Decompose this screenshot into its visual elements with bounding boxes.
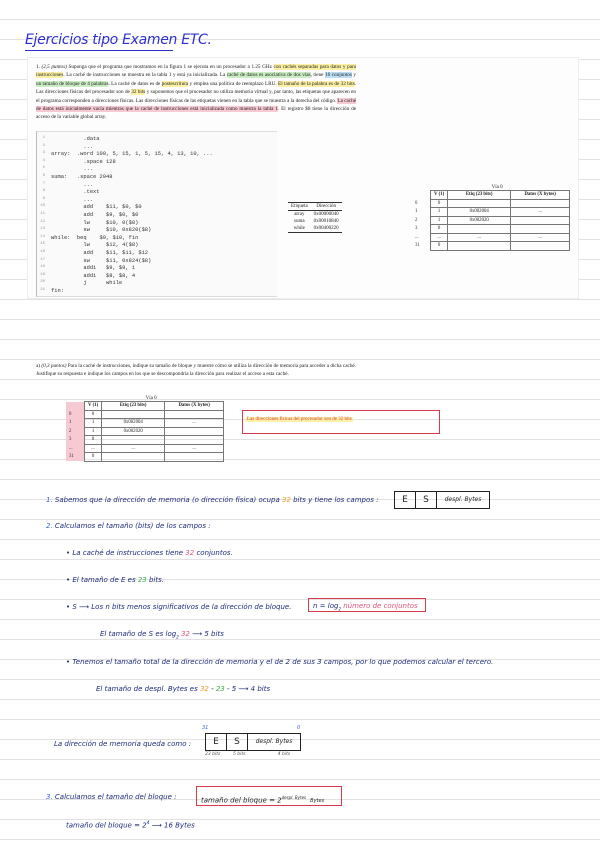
code-line-number: 15 bbox=[40, 242, 45, 247]
code-line-number: 13 bbox=[40, 227, 45, 232]
bullet-offset: • Tenemos el tamaño total de la dirección de memoria y el de 2 de sus 3 campos, por lo que podemos calcular el tercero. bbox=[66, 658, 494, 666]
block-size-result: tamaño del bloque = $2^4$ ⟶ 16 Bytes bbox=[66, 821, 195, 830]
cache-caption: Vía 0 bbox=[145, 396, 157, 401]
code-line: add $11, $0, $0 bbox=[51, 204, 142, 211]
code-line-number: 17 bbox=[40, 257, 45, 262]
table-row: 1 1 0x002004 ... bbox=[66, 419, 224, 428]
code-line-number: 4 bbox=[42, 158, 45, 163]
code-line-number: 14 bbox=[40, 234, 45, 239]
set-size-result: El tamaño de S es $\log_2 32$ ⟶ 5 bits bbox=[100, 630, 224, 640]
code-line-number: 16 bbox=[40, 250, 45, 254]
code-line: add $9, $0, $0 bbox=[51, 212, 139, 218]
instruction-cache-table-copy bbox=[66, 396, 224, 462]
cache-caption: Vía 0 bbox=[491, 185, 503, 190]
labels-header-label: Etiqueta bbox=[288, 203, 311, 211]
code-line-number: 19 bbox=[40, 272, 45, 277]
table-row: suma 0x00010840 bbox=[294, 219, 339, 224]
table-row: 31 0 bbox=[412, 242, 570, 251]
cache-header-valid: V (1) bbox=[85, 402, 102, 411]
table-row: 3 0 bbox=[412, 225, 570, 234]
cache-header-valid: V (1) bbox=[431, 191, 448, 200]
code-line: lw $12, 4($8) bbox=[51, 242, 139, 249]
code-line: while: beq $9, $10, fin bbox=[51, 234, 139, 241]
bullet-sets: • La caché de instrucciones tiene 32 conjuntos. bbox=[66, 549, 233, 557]
cache-header-tag: Etiq (23 bits) bbox=[102, 402, 165, 411]
code-line: sw $11, 0x824($8) bbox=[51, 257, 152, 264]
address-layout-label: La dirección de memoria queda como : bbox=[54, 740, 192, 748]
problem-label: 1. bbox=[36, 64, 40, 70]
table-row: 0 0 bbox=[412, 199, 570, 208]
question-label: a) bbox=[36, 363, 41, 369]
code-listing bbox=[36, 131, 277, 297]
question-points: (0,3 puntos) bbox=[41, 363, 67, 369]
step-3: 3. Calculamos el tamaño del bloque : bbox=[46, 793, 177, 801]
table-row: while 0x00400220 bbox=[288, 225, 342, 233]
table-row: 2 1 0x002020 bbox=[412, 216, 570, 225]
code-line: sw $10, 0x820($8) bbox=[51, 227, 152, 234]
code-line-number: 6 bbox=[42, 174, 45, 178]
page-title: Ejercicios tipo Examen ETC. bbox=[25, 32, 212, 48]
table-row: ... ... ... ... bbox=[66, 444, 224, 453]
address-bit-high: 31 bbox=[202, 725, 209, 731]
code-line: add $11, $11, $12 bbox=[51, 250, 149, 256]
table-row: 3 0 bbox=[66, 436, 224, 445]
note-box bbox=[242, 410, 440, 434]
log-formula-box: $n = \log_2$ número de conjuntos bbox=[308, 598, 426, 612]
field-offset: despl. Bytes bbox=[255, 738, 293, 745]
step-1: 1. Sabemos que la dirección de memoria (o dirección física) ocupa 32 bits y tiene los campos : bbox=[46, 496, 379, 504]
code-line: .text bbox=[51, 189, 100, 196]
question-text: Para la caché de instrucciones, indique su tamaño de bloque y muestre cómo se utiliza la dirección de memoria para acceder a dicha caché. Justifique su respuesta e indique los campos en los que se descompondría la dirección para realizar el acceso a esta caché. bbox=[36, 363, 357, 378]
address-fields-box bbox=[394, 491, 490, 509]
code-line: ... bbox=[51, 143, 94, 150]
code-line: addi $8, $8, 4 bbox=[51, 272, 136, 279]
table-row: 2 1 0x002020 bbox=[66, 427, 224, 436]
problem-statement: 1. (2,5 puntos) Suponga que el programa que mostramos en la figura 1 se ejecuta en un procesador a 1.25 GHz con cachés separadas para datos y para instrucciones. La caché de instrucciones se muestra en la tabla 1 y está ya inicializada. La caché de datos es asociativa de dos vías, tiene 16 conjuntos y un tamaño de bloque de 4 palabras. La caché de datos es de postescritura y emplea una política de reemplazo LRU. El tamaño de la palabra es de 32 bits. Las direcciones físicas del procesador son de 32 bits y suponemos que el procesador no utiliza memoria virtual y, por tanto, las etiquetas que aparecen en el programa corresponden a direcciones físicas. Las direcciones físicas de las etiquetas vienen en la tabla que se muestra a la derecha del código. La caché de datos está inicialmente vacía mientras que la caché de instrucciones está inicializada como muestra la tabla 1. El registro $8 tiene la dirección de acceso de la variable global array. bbox=[36, 64, 357, 121]
code-line-number: 3 bbox=[42, 151, 45, 156]
labels-header-address: Dirección bbox=[311, 203, 342, 211]
cache-header-tag: Etiq (23 bits) bbox=[448, 191, 511, 200]
code-line-number: 20 bbox=[40, 280, 45, 285]
code-line: j while bbox=[51, 280, 123, 287]
code-line: lw $10, 0($8) bbox=[51, 219, 139, 226]
code-line: addi $9, $9, 1 bbox=[51, 265, 136, 272]
cache-header-data: Datos (X bytes) bbox=[511, 191, 570, 200]
code-line: ... bbox=[51, 166, 94, 173]
code-line: ... bbox=[51, 196, 94, 203]
problem-points: (2,5 puntos) bbox=[41, 64, 67, 70]
bullet-tag-size: • El tamaño de E es 23 bits. bbox=[66, 576, 164, 584]
step-2: 2. Calculamos el tamaño (bits) de los campos : bbox=[46, 522, 211, 530]
address-field-sizes: 23 bits 5 bits 4 bits bbox=[205, 752, 291, 757]
table-row: ... ... ... ... bbox=[412, 233, 570, 242]
table-row: 1 1 0x002004 ... bbox=[412, 208, 570, 217]
code-line-number: 8 bbox=[42, 189, 45, 194]
field-tag: E bbox=[395, 492, 416, 508]
code-line-number: 7 bbox=[42, 181, 45, 186]
field-offset: despl. Bytes bbox=[444, 496, 482, 503]
code-line-number: 11 bbox=[40, 212, 45, 216]
code-line-number: 10 bbox=[40, 204, 45, 209]
code-line: fin: bbox=[51, 288, 64, 294]
address-layout-box bbox=[205, 733, 301, 751]
question-a bbox=[36, 362, 356, 379]
code-line-number: 9 bbox=[42, 196, 45, 201]
code-line-number: 1 bbox=[42, 136, 45, 140]
code-line-number: 2 bbox=[42, 143, 45, 148]
code-line-number: 12 bbox=[40, 219, 45, 224]
cache-header-data: Datos (X bytes) bbox=[165, 402, 224, 411]
note-text: Las direcciones físicas del procesador son de 32 bits bbox=[247, 417, 352, 422]
bullet-set-bits: • S ⟶ Los n bits menos significativos de la dirección de bloque. bbox=[66, 603, 292, 611]
table-row: array 0x00000040 bbox=[294, 212, 339, 217]
table-row: 31 0 bbox=[66, 453, 224, 462]
field-set: S bbox=[416, 492, 437, 508]
table-row: 0 0 bbox=[66, 410, 224, 419]
labels-table bbox=[288, 202, 342, 233]
code-line-number: 18 bbox=[40, 265, 45, 270]
code-line: .space 128 bbox=[51, 158, 116, 165]
code-line-number: 21 bbox=[40, 288, 45, 292]
code-line: array: .word 100, 5, 15, 1, 5, 15, 4, 13, 10, ... bbox=[51, 151, 213, 158]
instruction-cache-table bbox=[412, 185, 570, 251]
code-line: ... bbox=[51, 181, 94, 188]
offset-size-result: El tamaño de despl. Bytes es 32 - 23 - 5 ⟶ 4 bits bbox=[96, 685, 271, 693]
block-size-formula-box: tamaño del bloque = $2^{despl. Bytes}Bytes$ bbox=[196, 786, 342, 806]
field-tag: E bbox=[206, 734, 227, 750]
code-line: .data bbox=[51, 136, 100, 142]
field-set: S bbox=[227, 734, 248, 750]
title-underline bbox=[25, 50, 173, 51]
code-line-number: 5 bbox=[42, 166, 45, 171]
address-bit-low: 0 bbox=[297, 725, 301, 731]
code-line: suma: .space 2048 bbox=[51, 174, 113, 180]
